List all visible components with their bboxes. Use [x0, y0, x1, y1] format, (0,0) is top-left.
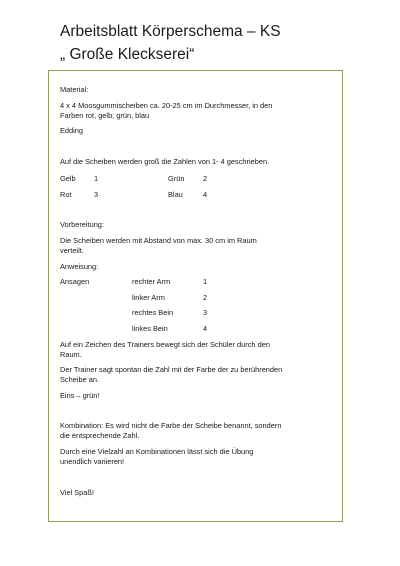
closing-text: Viel Spaß!: [60, 488, 94, 497]
material-line-2: Farben rot, gelb, grün, blau: [60, 111, 150, 120]
instruction-num-3: 3: [203, 308, 208, 317]
combination-line-3: Durch eine Vielzahl an Kombinationen lässt sich die Übung: [60, 447, 254, 456]
page-subtitle: „ Große Kleckserei“: [60, 46, 195, 63]
preparation-heading: Vorbereitung:: [60, 220, 104, 229]
material-line-3: Edding: [60, 126, 84, 135]
instruction-paragraph-2-line-2: Scheibe an.: [60, 375, 100, 384]
numbers-color-gelb: Gelb: [60, 174, 76, 183]
numbers-color-rot: Rot: [60, 190, 72, 199]
instruction-example: Eins – grün!: [60, 391, 100, 400]
combination-line-4: unendlich variieren!: [60, 457, 125, 466]
instruction-num-4: 4: [203, 324, 208, 333]
numbers-color-blau: Blau: [168, 190, 183, 199]
instruction-paragraph-1-line-1: Auf ein Zeichen des Trainers bewegt sich der Schüler durch den: [60, 340, 270, 349]
numbers-num-gelb: 1: [94, 174, 99, 183]
numbers-num-gruen: 2: [203, 174, 208, 183]
instruction-part-4: linkes Bein: [132, 324, 168, 333]
combination-line-1: Kombination: Es wird nicht die Farbe der Scheibe benannt, sondern: [60, 421, 282, 430]
instruction-label: Ansagen: [60, 277, 90, 286]
material-line-1: 4 x 4 Moosgummischeiben ca. 20-25 cm im Durchmesser, in den: [60, 101, 273, 110]
instruction-paragraph-2-line-1: Der Trainer sagt spontan die Zahl mit der Farbe der zu berührenden: [60, 365, 283, 374]
instruction-num-1: 1: [203, 277, 208, 286]
preparation-line-2: verteilt.: [60, 246, 84, 255]
numbers-num-rot: 3: [94, 190, 99, 199]
instruction-num-2: 2: [203, 293, 208, 302]
combination-line-2: die entsprechende Zahl.: [60, 431, 140, 440]
instruction-heading: Anweisung:: [60, 262, 99, 271]
preparation-line-1: Die Scheiben werden mit Abstand von max. 30 cm im Raum: [60, 236, 257, 245]
numbers-intro: Auf die Scheiben werden groß die Zahlen von 1- 4 geschrieben.: [60, 157, 270, 166]
instruction-part-2: linker Arm: [132, 293, 165, 302]
numbers-num-blau: 4: [203, 190, 208, 199]
material-heading: Material:: [60, 85, 89, 94]
page-title: Arbeitsblatt Körperschema – KS: [60, 23, 281, 40]
instruction-part-1: rechter Arm: [132, 277, 171, 286]
instruction-paragraph-1-line-2: Raum.: [60, 350, 82, 359]
numbers-color-gruen: Grün: [168, 174, 185, 183]
instruction-part-3: rechtes Bein: [132, 308, 174, 317]
